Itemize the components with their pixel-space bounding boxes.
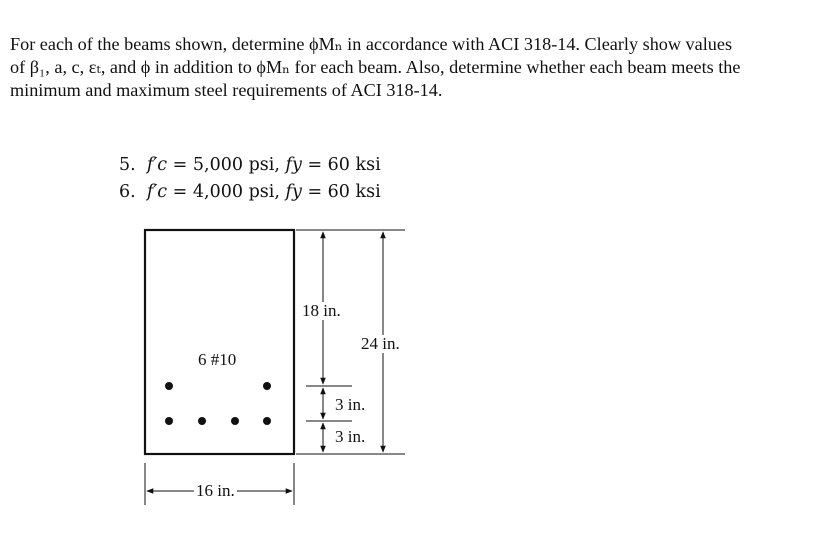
- fc-value: 4,000 psi: [192, 182, 275, 202]
- rebar: [165, 382, 173, 390]
- spacing-label: 3 in.: [335, 395, 366, 414]
- cover-label: 3 in.: [335, 427, 366, 446]
- width-label: 16 in.: [196, 481, 235, 500]
- case-number: 6.: [119, 182, 136, 202]
- fy-symbol: fy: [285, 182, 302, 202]
- rebar: [263, 382, 271, 390]
- fy-value: 60 ksi: [327, 155, 381, 175]
- problem-line-2: of β₁, a, c, εₜ, and ϕ in addition to ϕMₙ for each beam. Also, determine whether each beam meets the: [10, 57, 741, 77]
- case-item: 6. f′c = 4,000 psi, fy = 60 ksi: [119, 182, 381, 202]
- fc-value: 5,000 psi: [192, 155, 275, 175]
- rebar: [165, 417, 173, 425]
- depth-label: 18 in.: [302, 301, 341, 320]
- case-number: 5.: [119, 155, 136, 175]
- problem-line-3: minimum and maximum steel requirements of ACI 318-14.: [10, 80, 443, 100]
- case-item: 5. f′c = 5,000 psi, fy = 60 ksi: [119, 155, 381, 175]
- rebar: [263, 417, 271, 425]
- bars-label: 6 #10: [198, 350, 237, 369]
- height-label: 24 in.: [361, 334, 400, 353]
- fc-symbol: f′c: [146, 182, 168, 202]
- fy-value: 60 ksi: [327, 182, 381, 202]
- rebar: [231, 417, 239, 425]
- fy-symbol: fy: [285, 155, 302, 175]
- rebar: [198, 417, 206, 425]
- fc-symbol: f′c: [146, 155, 168, 175]
- problem-line-1: For each of the beams shown, determine ϕMₙ in accordance with ACI 318-14. Clearly show values: [10, 34, 733, 54]
